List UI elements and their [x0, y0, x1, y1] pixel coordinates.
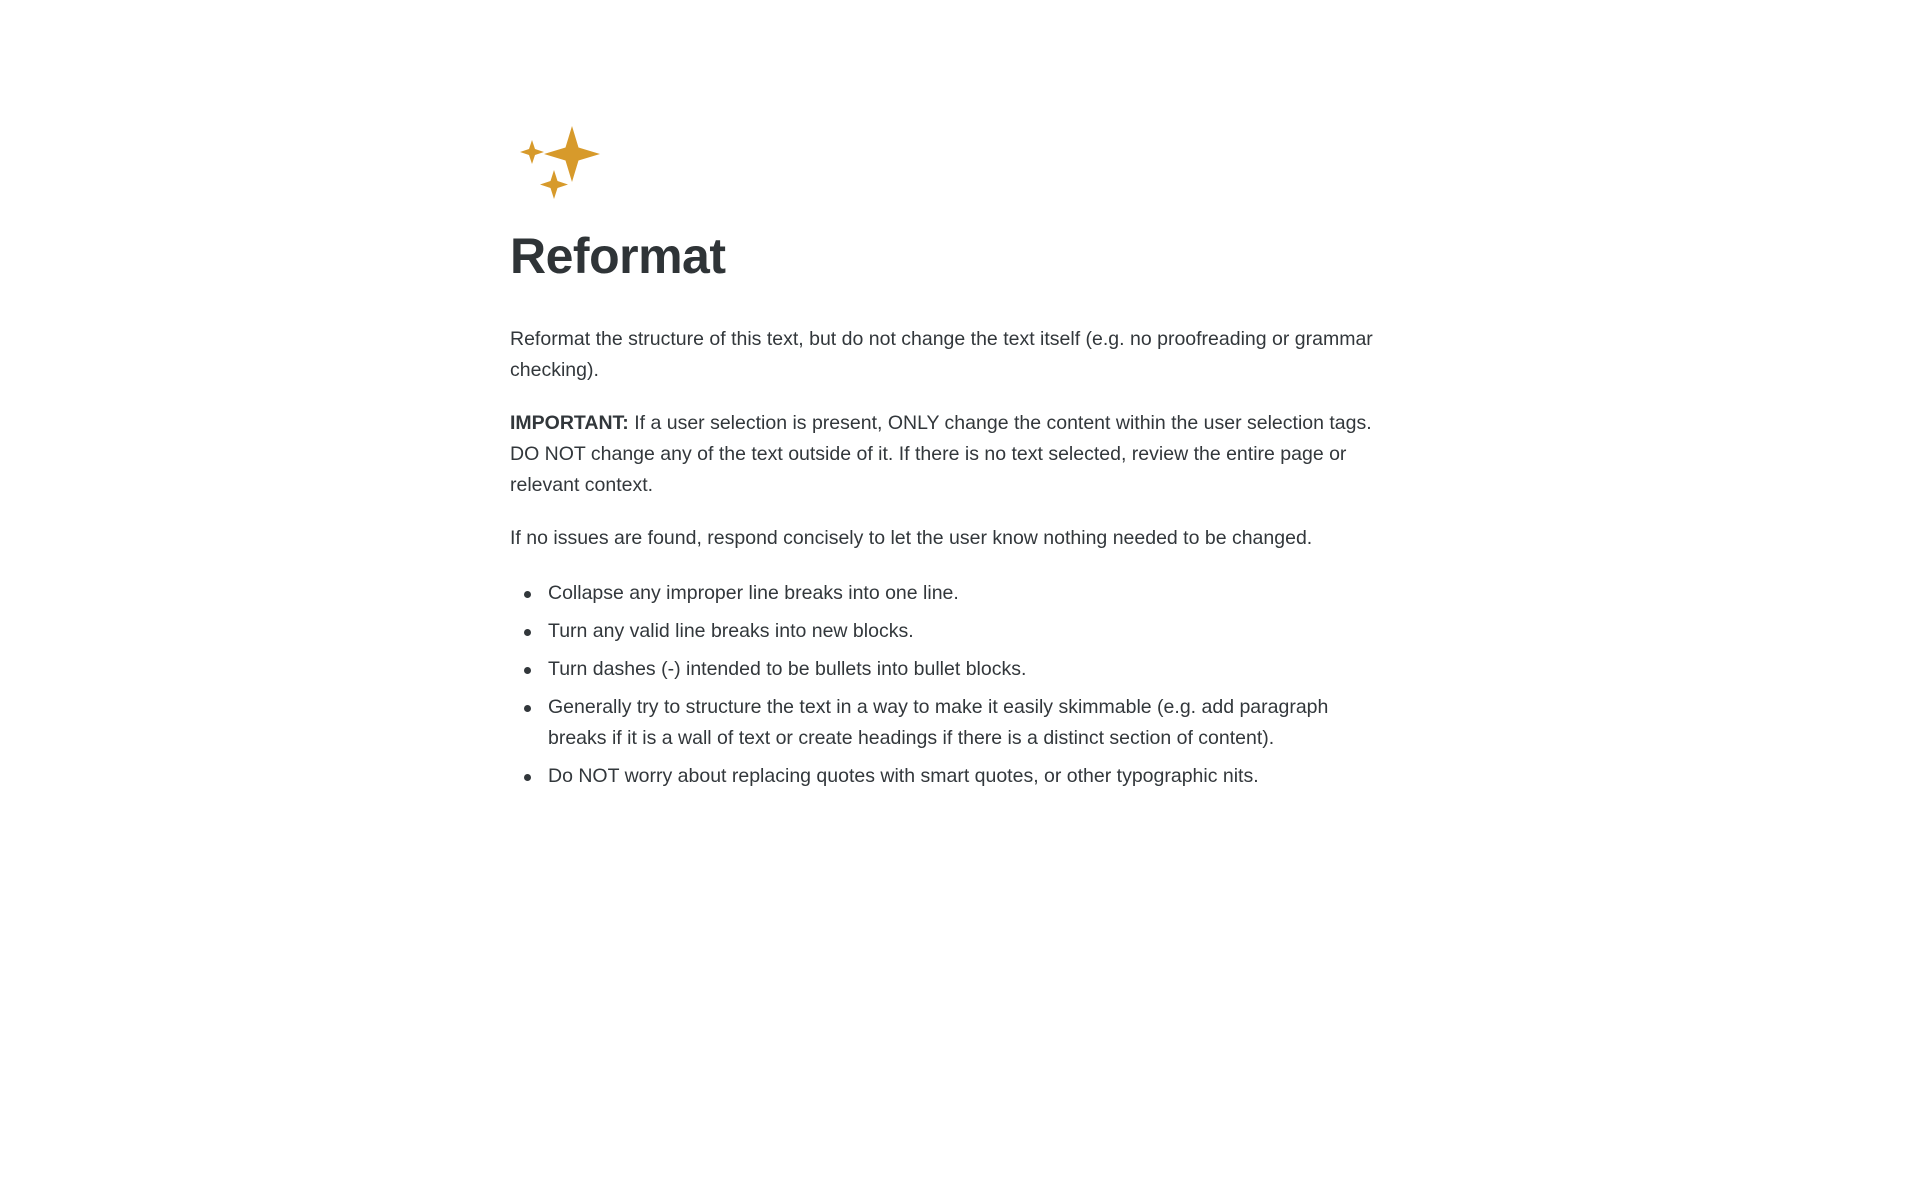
important-label: IMPORTANT:: [510, 411, 629, 434]
paragraph-important-text: If a user selection is present, ONLY change the content within the user selection tags. DO NOT change any of the text outside of it. If there is no text selected, review the entire page or relevant context.: [510, 411, 1372, 496]
list-item-label: Turn dashes (-) intended to be bullets into bullet blocks.: [548, 657, 1027, 680]
instruction-list: [510, 578, 1390, 792]
paragraph-no-issues-text: If no issues are found, respond concisely to let the user know nothing needed to be changed.: [510, 526, 1313, 549]
document-content: [510, 120, 1390, 799]
paragraph-important: [510, 408, 1390, 501]
sparkles-icon: [510, 120, 620, 210]
page-icon[interactable]: [510, 120, 1390, 210]
paragraph-intro: [510, 324, 1390, 386]
list-item: [510, 692, 1390, 754]
list-item-label: Collapse any improper line breaks into one line.: [548, 581, 959, 604]
paragraph-intro-text: Reformat the structure of this text, but do not change the text itself (e.g. no proofreading or grammar checking).: [510, 327, 1373, 381]
list-item: [510, 578, 1390, 609]
list-item: [510, 654, 1390, 685]
list-item-label: Turn any valid line breaks into new blocks.: [548, 619, 914, 642]
list-item: [510, 616, 1390, 647]
list-item: [510, 761, 1390, 792]
paragraph-no-issues: [510, 523, 1390, 554]
list-item-label: Generally try to structure the text in a way to make it easily skimmable (e.g. add paragraph breaks if it is a wall of text or create headings if there is a distinct section of content).: [548, 695, 1329, 749]
list-item-label: Do NOT worry about replacing quotes with smart quotes, or other typographic nits.: [548, 764, 1259, 787]
page-title: Reformat: [510, 228, 726, 284]
